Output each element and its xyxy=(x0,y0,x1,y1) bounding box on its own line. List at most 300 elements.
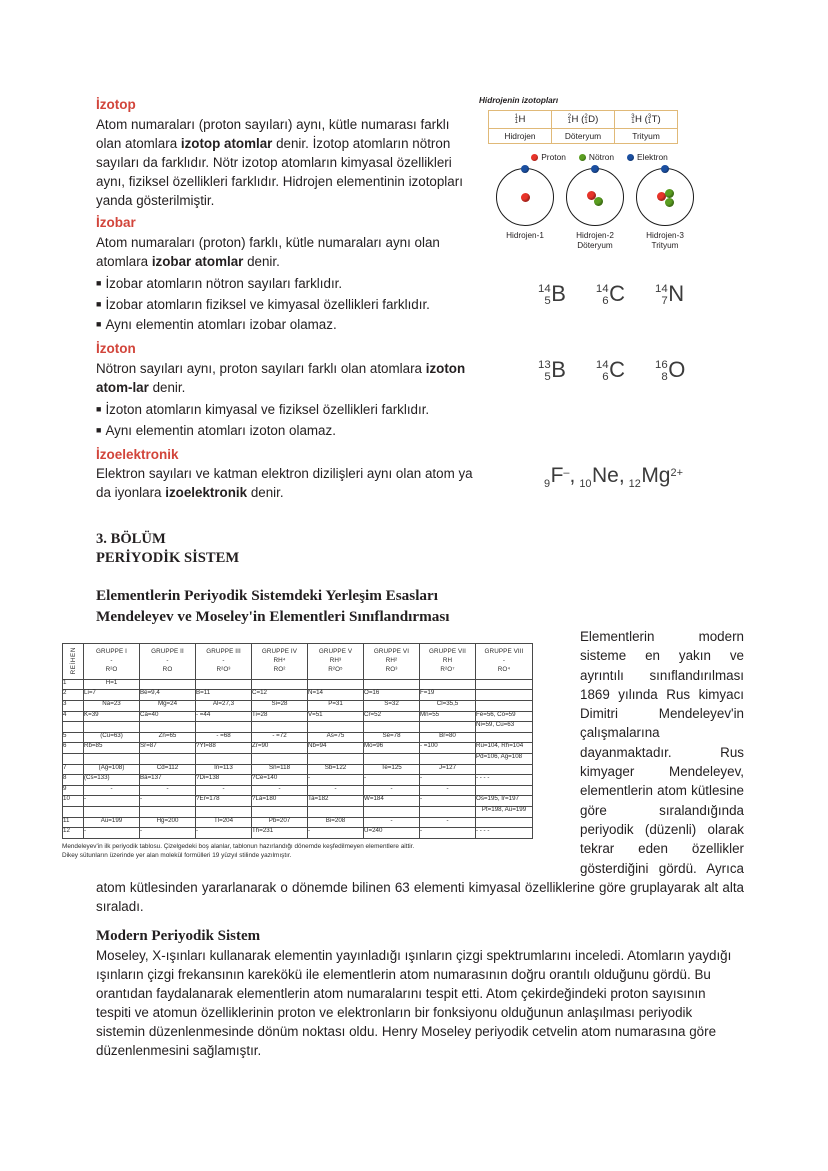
table-cell: Br=80 xyxy=(420,732,476,743)
izoel-text-a: Elektron sayıları ve katman elektron dizilişleri aynı olan atom ya da iyonlara xyxy=(96,466,473,501)
isotope-symbol-cell xyxy=(615,111,678,129)
row-number xyxy=(63,806,84,817)
legend-item-neutron xyxy=(579,152,614,162)
ion xyxy=(579,464,624,490)
table-cell xyxy=(252,722,308,733)
group-hydride: - xyxy=(110,656,113,664)
table-cell: Ta=182 xyxy=(308,796,364,807)
row-number xyxy=(63,722,84,733)
group-oxide: RO² xyxy=(273,665,286,673)
table-cell xyxy=(308,722,364,733)
modern-heading: Modern Periyodik Sistem xyxy=(96,928,261,944)
group-hydride: RH³ xyxy=(329,656,342,664)
neutron-dot-icon xyxy=(665,189,674,198)
table-cell: Pd=106, Ag=108 xyxy=(476,753,533,764)
table-row xyxy=(63,817,533,828)
table-cell: Cd=112 xyxy=(140,764,196,775)
atom-diagram-hydrogen-2 xyxy=(561,168,629,252)
legend-item-electron xyxy=(627,152,668,162)
nuclide xyxy=(538,281,566,307)
table-row xyxy=(63,796,533,807)
table-cell xyxy=(476,785,533,796)
atomic-number: 1 xyxy=(567,119,572,126)
izoton-text-a: Nötron sayıları aynı, proton sayıları farklı olan atomlara xyxy=(96,360,426,376)
table-cell xyxy=(140,806,196,817)
row-number: 10 xyxy=(63,796,84,807)
column-header-group-3 xyxy=(196,644,252,680)
paragraph-izotop xyxy=(96,115,474,210)
table-cell: - xyxy=(364,785,420,796)
mass-number: 14 xyxy=(595,282,609,295)
izoton-term: izoton atom-lar xyxy=(96,360,466,395)
row-header-label xyxy=(63,644,84,680)
isotope-name-cell: Döteryum xyxy=(552,129,615,144)
table-cell: In=113 xyxy=(196,764,252,775)
isotope-definitions-block xyxy=(96,96,474,502)
chapter-number: 3. BÖLÜM xyxy=(96,531,166,547)
caption-line-1: Mendeleyev'in ilk periyodik tablosu. Çizelgedeki boş alanlar, tablonun hazırlandığı dönemde keşfedilmeyen elementlere aittir. xyxy=(62,842,415,850)
element-symbol: C xyxy=(609,281,626,306)
section-heading-1: Elementlerin Periyodik Sistemdeki Yerleşim Esasları xyxy=(96,587,438,604)
table-cell xyxy=(420,722,476,733)
table-cell: ?Yt=88 xyxy=(196,743,252,754)
hydrogen-isotope-table xyxy=(488,110,678,144)
table-cell: - =44 xyxy=(196,711,252,722)
izoel-text-c: denir. xyxy=(247,485,284,501)
table-cell: H=1 xyxy=(84,679,140,690)
bullet-square-icon: ■ xyxy=(96,298,102,309)
table-cell: - xyxy=(84,785,140,796)
table-cell: - xyxy=(420,775,476,786)
element-symbol: Ne xyxy=(591,464,619,487)
group-name: GRUPPE VI xyxy=(373,648,410,655)
mass-number: 13 xyxy=(538,358,551,371)
ion-charge: – xyxy=(563,467,570,479)
table-cell: ?La=180 xyxy=(252,796,308,807)
nuclide xyxy=(655,357,685,383)
column-header-group-8 xyxy=(476,644,533,680)
table-cell: Cl=35,5 xyxy=(420,701,476,712)
mendeleev-table-body xyxy=(63,679,533,838)
table-cell: - xyxy=(420,817,476,828)
table-cell: V=51 xyxy=(308,711,364,722)
table-cell: Si=28 xyxy=(252,701,308,712)
proton-dot-icon xyxy=(531,154,538,161)
row-number: 8 xyxy=(63,775,84,786)
group-oxide: RO xyxy=(162,665,173,673)
mass-number: 14 xyxy=(595,358,609,371)
electron-dot-icon xyxy=(627,154,634,161)
table-cell xyxy=(140,753,196,764)
table-cell: Al=27,3 xyxy=(196,701,252,712)
mass-number: 14 xyxy=(655,282,668,295)
table-cell xyxy=(364,753,420,764)
table-cell: As=75 xyxy=(308,732,364,743)
table-cell: Tl=204 xyxy=(196,817,252,828)
atomic-number: 5 xyxy=(544,370,551,383)
table-cell: J=127 xyxy=(420,764,476,775)
caption-line-2: Dikey sütunların üzerinde yer alan molekül formülleri 19 yüzyıl stilinde yazılmıştır. xyxy=(62,852,292,860)
figure-title: Hidrojenin izotopları xyxy=(479,96,559,105)
group-hydride: - xyxy=(502,656,506,664)
table-cell: - xyxy=(140,785,196,796)
table-cell: - xyxy=(84,796,140,807)
group-name: GRUPPE II xyxy=(151,648,184,655)
group-name: GRUPPE III xyxy=(206,648,241,655)
group-name: GRUPPE VIII xyxy=(484,648,524,655)
mass-number: 3 xyxy=(631,114,635,121)
table-cell: Sr=87 xyxy=(140,743,196,754)
separator: , xyxy=(569,464,576,487)
column-header-group-4 xyxy=(252,644,308,680)
table-cell: B=11 xyxy=(196,690,252,701)
table-cell: Ba=137 xyxy=(140,775,196,786)
table-row xyxy=(63,711,533,722)
row-number: 1 xyxy=(63,679,84,690)
isotope-name-cell: Hidrojen xyxy=(489,129,552,144)
hydrogen-isotopes-figure xyxy=(479,96,711,254)
table-cell xyxy=(140,679,196,690)
table-cell: - xyxy=(420,796,476,807)
group-name: GRUPPE V xyxy=(318,648,353,655)
ion-charge: 2+ xyxy=(670,467,683,479)
column-header-group-7 xyxy=(420,644,476,680)
paragraph-izoelektronik xyxy=(96,464,474,502)
table-cell xyxy=(196,806,252,817)
table-cell xyxy=(476,764,533,775)
element-symbol: N xyxy=(668,281,685,306)
group-oxide: R²O³ xyxy=(216,665,231,673)
table-header-row xyxy=(63,644,533,680)
table-row xyxy=(63,722,533,733)
atom-caption-line1: Hidrojen-3 xyxy=(646,231,684,241)
table-cell xyxy=(364,806,420,817)
table-row xyxy=(63,701,533,712)
table-cell: P=31 xyxy=(308,701,364,712)
table-cell: Ca=40 xyxy=(140,711,196,722)
table-row xyxy=(63,785,533,796)
table-cell: - xyxy=(252,785,308,796)
atomic-number: 5 xyxy=(544,294,551,307)
element-symbol: H xyxy=(571,114,579,125)
table-cell: C=12 xyxy=(252,690,308,701)
table-row xyxy=(63,764,533,775)
alt-atomic-number: 1 xyxy=(647,119,652,126)
figure-legend xyxy=(488,152,711,162)
table-cell xyxy=(252,679,308,690)
alt-open-paren: ( xyxy=(578,114,585,125)
mass-number: 16 xyxy=(655,358,668,371)
group-hydride: RH² xyxy=(385,656,398,664)
izobar-term: izobar atomlar xyxy=(151,253,244,269)
legend-label: Elektron xyxy=(637,152,668,163)
table-cell: ?Di=138 xyxy=(196,775,252,786)
atomic-number: 9 xyxy=(544,477,551,490)
row-number: 2 xyxy=(63,690,84,701)
table-cell: Sb=122 xyxy=(308,764,364,775)
ion xyxy=(544,464,575,490)
table-row xyxy=(63,743,533,754)
table-cell xyxy=(476,817,533,828)
table-cell: Pt=198, Au=199 xyxy=(476,806,533,817)
heading-izoelektronik: İzoelektronik xyxy=(96,446,179,462)
group-oxide: R²O⁵ xyxy=(328,665,343,673)
table-cell: Zn=65 xyxy=(140,732,196,743)
atom-caption-line1: Hidrojen-2 xyxy=(576,231,614,241)
atomic-number: 1 xyxy=(514,119,518,126)
table-cell xyxy=(84,806,140,817)
heading-izoton: İzoton xyxy=(96,341,136,357)
chapter-heading xyxy=(96,530,239,569)
table-cell: - xyxy=(308,785,364,796)
alt-mass-number: 2 xyxy=(584,114,588,121)
list-item-label: Aynı elementin atomları izoton olamaz. xyxy=(105,422,336,438)
element-symbol: H xyxy=(635,114,642,125)
list-item-label: İzobar atomların nötron sayıları farklıdır. xyxy=(105,275,343,291)
legend-label: Nötron xyxy=(588,152,615,163)
group-hydride: - xyxy=(222,656,225,664)
element-symbol: O xyxy=(668,357,686,382)
nuclide xyxy=(538,357,566,383)
table-cell xyxy=(140,722,196,733)
row-number: 5 xyxy=(63,732,84,743)
table-cell xyxy=(420,806,476,817)
column-header-group-5 xyxy=(308,644,364,680)
table-row xyxy=(63,775,533,786)
table-cell: - xyxy=(420,828,476,839)
table-cell xyxy=(196,753,252,764)
table-cell: Ni=59, Cu=63 xyxy=(476,722,533,733)
group-hydride: RH xyxy=(442,656,453,664)
table-cell: Mo=96 xyxy=(364,743,420,754)
alt-element-symbol: T xyxy=(651,114,658,125)
table-cell xyxy=(420,679,476,690)
table-cell: - =72 xyxy=(252,732,308,743)
mendeleev-periodic-table xyxy=(62,643,533,839)
table-cell: Te=125 xyxy=(364,764,420,775)
heading-izobar: İzobar xyxy=(96,214,136,230)
atomic-number: 6 xyxy=(602,370,609,383)
table-cell: Li=7 xyxy=(84,690,140,701)
proton-dot-icon xyxy=(521,193,530,202)
row-number xyxy=(63,753,84,764)
element-symbol: Mg xyxy=(641,464,671,487)
table-cell xyxy=(84,722,140,733)
table-cell xyxy=(476,679,533,690)
modern-paragraph: Moseley, X-ışınları kullanarak elementin yayınladığı ışınların çizgi spektrumlarını inceledi. Atomların yaydığı ışınların çizgi frekansının karekökü ile elementlerin atom numarasının doğru orantılı olduğunu gördü. Bu orantıdan faydalanarak elementlerin atom numaralarını tespit etti. Atom çekirdeğindeki proton sayısının tespiti ve atomun özelliklerinin proton ve elektronların bir fonksiyonu olduğunun anlaşılması periyodik sistemin düzenlenmesinde dönüm noktası oldu. Henry Moseley periyodik cetvelin atom numarasına göre düzenlenmesini sağlamıştır. xyxy=(96,948,732,1059)
section-headings xyxy=(96,586,449,627)
table-cell: - xyxy=(196,828,252,839)
izoton-text-c: denir. xyxy=(148,379,186,395)
table-cell: - xyxy=(308,775,364,786)
nuclide xyxy=(596,281,625,307)
mass-number: 2 xyxy=(567,114,572,121)
atom-diagram-hydrogen-1 xyxy=(491,168,559,241)
table-cell: Sn=118 xyxy=(252,764,308,775)
table-cell: - xyxy=(84,828,140,839)
table-row xyxy=(489,111,678,129)
table-cell xyxy=(252,806,308,817)
table-cell: - xyxy=(140,828,196,839)
list-item-label: Aynı elementin atomları izobar olamaz. xyxy=(105,317,337,333)
table-cell: Pb=207 xyxy=(252,817,308,828)
table-cell: - xyxy=(364,775,420,786)
izotop-text-a: Atom numaraları (proton sayıları) aynı, kütle numarası farklı olan atomlara xyxy=(96,116,450,151)
table-cell: Th=231 xyxy=(252,828,308,839)
izoton-examples xyxy=(538,357,685,383)
table-row xyxy=(63,828,533,839)
table-cell: F=19 xyxy=(420,690,476,701)
mass-number: 14 xyxy=(538,282,551,295)
electron-orbit-icon xyxy=(496,168,554,226)
bullet-square-icon: ■ xyxy=(96,319,102,330)
group-name: GRUPPE IV xyxy=(261,648,298,655)
electron-dot-icon xyxy=(521,165,529,173)
bullet-square-icon: ■ xyxy=(96,404,102,415)
list-item xyxy=(96,421,474,442)
nuclide xyxy=(596,357,625,383)
table-cell: Cr=52 xyxy=(364,711,420,722)
table-cell: Bi=208 xyxy=(308,817,364,828)
group-oxide: RO³ xyxy=(385,665,398,673)
table-cell: K=39 xyxy=(84,711,140,722)
table-cell xyxy=(476,732,533,743)
isotope-symbol-cell xyxy=(552,111,615,129)
isotope-name-cell: Trityum xyxy=(615,129,678,144)
group-oxide: R²O⁷ xyxy=(440,665,455,673)
table-cell xyxy=(196,679,252,690)
separator: , xyxy=(618,464,625,487)
mass-number: 1 xyxy=(514,114,518,121)
element-symbol: F xyxy=(550,464,564,487)
table-cell: Rb=85 xyxy=(84,743,140,754)
table-cell xyxy=(308,806,364,817)
table-cell: U=240 xyxy=(364,828,420,839)
atomic-number: 7 xyxy=(661,294,668,307)
atomic-number: 12 xyxy=(628,477,641,490)
neutron-dot-icon xyxy=(665,198,674,207)
element-symbol: H xyxy=(518,114,526,125)
table-cell: - =100 xyxy=(420,743,476,754)
electron-dot-icon xyxy=(661,165,669,173)
element-symbol: B xyxy=(551,281,566,306)
mendeleev-table-float xyxy=(62,643,570,861)
row-number: 3 xyxy=(63,701,84,712)
table-cell: Se=78 xyxy=(364,732,420,743)
atom-caption xyxy=(631,231,699,252)
row-number: 7 xyxy=(63,764,84,775)
atom-caption-line2: Trityum xyxy=(651,241,679,251)
izobar-text-a: Atom numaraları (proton) farklı, kütle numaraları aynı olan atomlara xyxy=(96,234,440,269)
heading-izotop: İzotop xyxy=(96,97,136,112)
table-cell: S=32 xyxy=(364,701,420,712)
column-header-group-1 xyxy=(84,644,140,680)
alt-atomic-number: 1 xyxy=(584,119,588,126)
table-row xyxy=(63,690,533,701)
table-cell: (Cs=133) xyxy=(84,775,140,786)
group-hydride: RH⁴ xyxy=(273,656,286,664)
list-item xyxy=(96,315,474,336)
alt-close-paren: ) xyxy=(657,114,661,125)
mendeleev-paragraph: Elementlerin modern sisteme en yakın ve ayrıntılı sınıflandırılması 1869 yılında Rus kimyacı Dimitri Mendeleyev'in çalışmalarına dayanmaktadır. Rus kimyager Mendeleyev, elementlerin atom kütlesine göre sıralandığında periyodik (düzenli) olarak tekrar eden özellikler gösterdiğini gördü. Ayrıca atom kütlesinden yararlanarak o dönemde bilinen 63 elementi kimyasal özelliklerine göre gruplayarak alt alta sıraladı. xyxy=(96,629,744,915)
nuclide xyxy=(655,281,684,307)
row-number: 9 xyxy=(63,785,84,796)
table-cell: ?Er=178 xyxy=(196,796,252,807)
table-cell: Mg=24 xyxy=(140,701,196,712)
alt-open-paren: ( xyxy=(641,114,648,125)
atom-caption-line1: Hidrojen-1 xyxy=(506,231,544,241)
table-cell: - =68 xyxy=(196,732,252,743)
table-cell: Ti=28 xyxy=(252,711,308,722)
izobar-text-c: denir. xyxy=(243,253,280,269)
bullet-square-icon: ■ xyxy=(96,424,102,435)
list-item xyxy=(96,400,474,421)
paragraph-izoton xyxy=(96,359,474,397)
atom-caption xyxy=(491,231,559,241)
table-cell: - - - - xyxy=(476,775,533,786)
electron-orbit-icon xyxy=(636,168,694,226)
table-cell xyxy=(476,690,533,701)
table-cell: Fe=56, Co=59 xyxy=(476,711,533,722)
table-row xyxy=(63,753,533,764)
reihen-text: REİHEN xyxy=(69,646,77,675)
table-cell: Na=23 xyxy=(84,701,140,712)
chapter-title: PERİYODİK SİSTEM xyxy=(96,550,240,567)
table-cell: Hg=200 xyxy=(140,817,196,828)
list-item-label: İzobar atomların fiziksel ve kimyasal özellikleri farklıdır. xyxy=(105,296,430,312)
row-number: 4 xyxy=(63,711,84,722)
table-cell xyxy=(252,753,308,764)
table-cell: Zr=90 xyxy=(252,743,308,754)
table-cell: Mn=55 xyxy=(420,711,476,722)
table-cell xyxy=(84,753,140,764)
table-cell: Nb=94 xyxy=(308,743,364,754)
table-cell: ?Ce=140 xyxy=(252,775,308,786)
table-cell: - - - - xyxy=(476,828,533,839)
table-caption xyxy=(62,842,532,861)
izoelektronik-examples xyxy=(544,464,683,490)
table-cell: O=16 xyxy=(364,690,420,701)
atomic-number: 6 xyxy=(602,294,609,307)
alt-element-symbol: D xyxy=(588,114,596,125)
atomic-number: 8 xyxy=(661,370,668,383)
list-item-label: İzoton atomların kimyasal ve fiziksel özellikleri farklıdır. xyxy=(105,402,430,418)
group-oxide: R²O xyxy=(105,665,118,673)
izoel-term: izoelektronik xyxy=(165,485,248,501)
mendeleev-block xyxy=(62,627,744,916)
list-item xyxy=(96,274,474,295)
mendeleev-table-container xyxy=(62,643,532,861)
izobar-examples xyxy=(538,281,684,307)
legend-label: Proton xyxy=(541,152,566,163)
table-cell: - xyxy=(364,817,420,828)
table-cell xyxy=(308,753,364,764)
table-cell: Os=195, Ir=197 xyxy=(476,796,533,807)
table-cell: - xyxy=(196,785,252,796)
izotop-term: izotop atomlar xyxy=(180,135,273,151)
table-cell xyxy=(476,701,533,712)
atom-caption xyxy=(561,231,629,252)
column-header-group-6 xyxy=(364,644,420,680)
table-row xyxy=(63,806,533,817)
section-heading-2: Mendeleyev ve Moseley'in Elementleri Sınıflandırması xyxy=(96,607,450,625)
group-name: GRUPPE I xyxy=(96,648,127,655)
alt-mass-number: 3 xyxy=(647,114,652,121)
table-cell: W=184 xyxy=(364,796,420,807)
table-cell: Au=199 xyxy=(84,817,140,828)
element-symbol: B xyxy=(551,357,566,382)
group-oxide: RO⁴ xyxy=(497,665,511,673)
